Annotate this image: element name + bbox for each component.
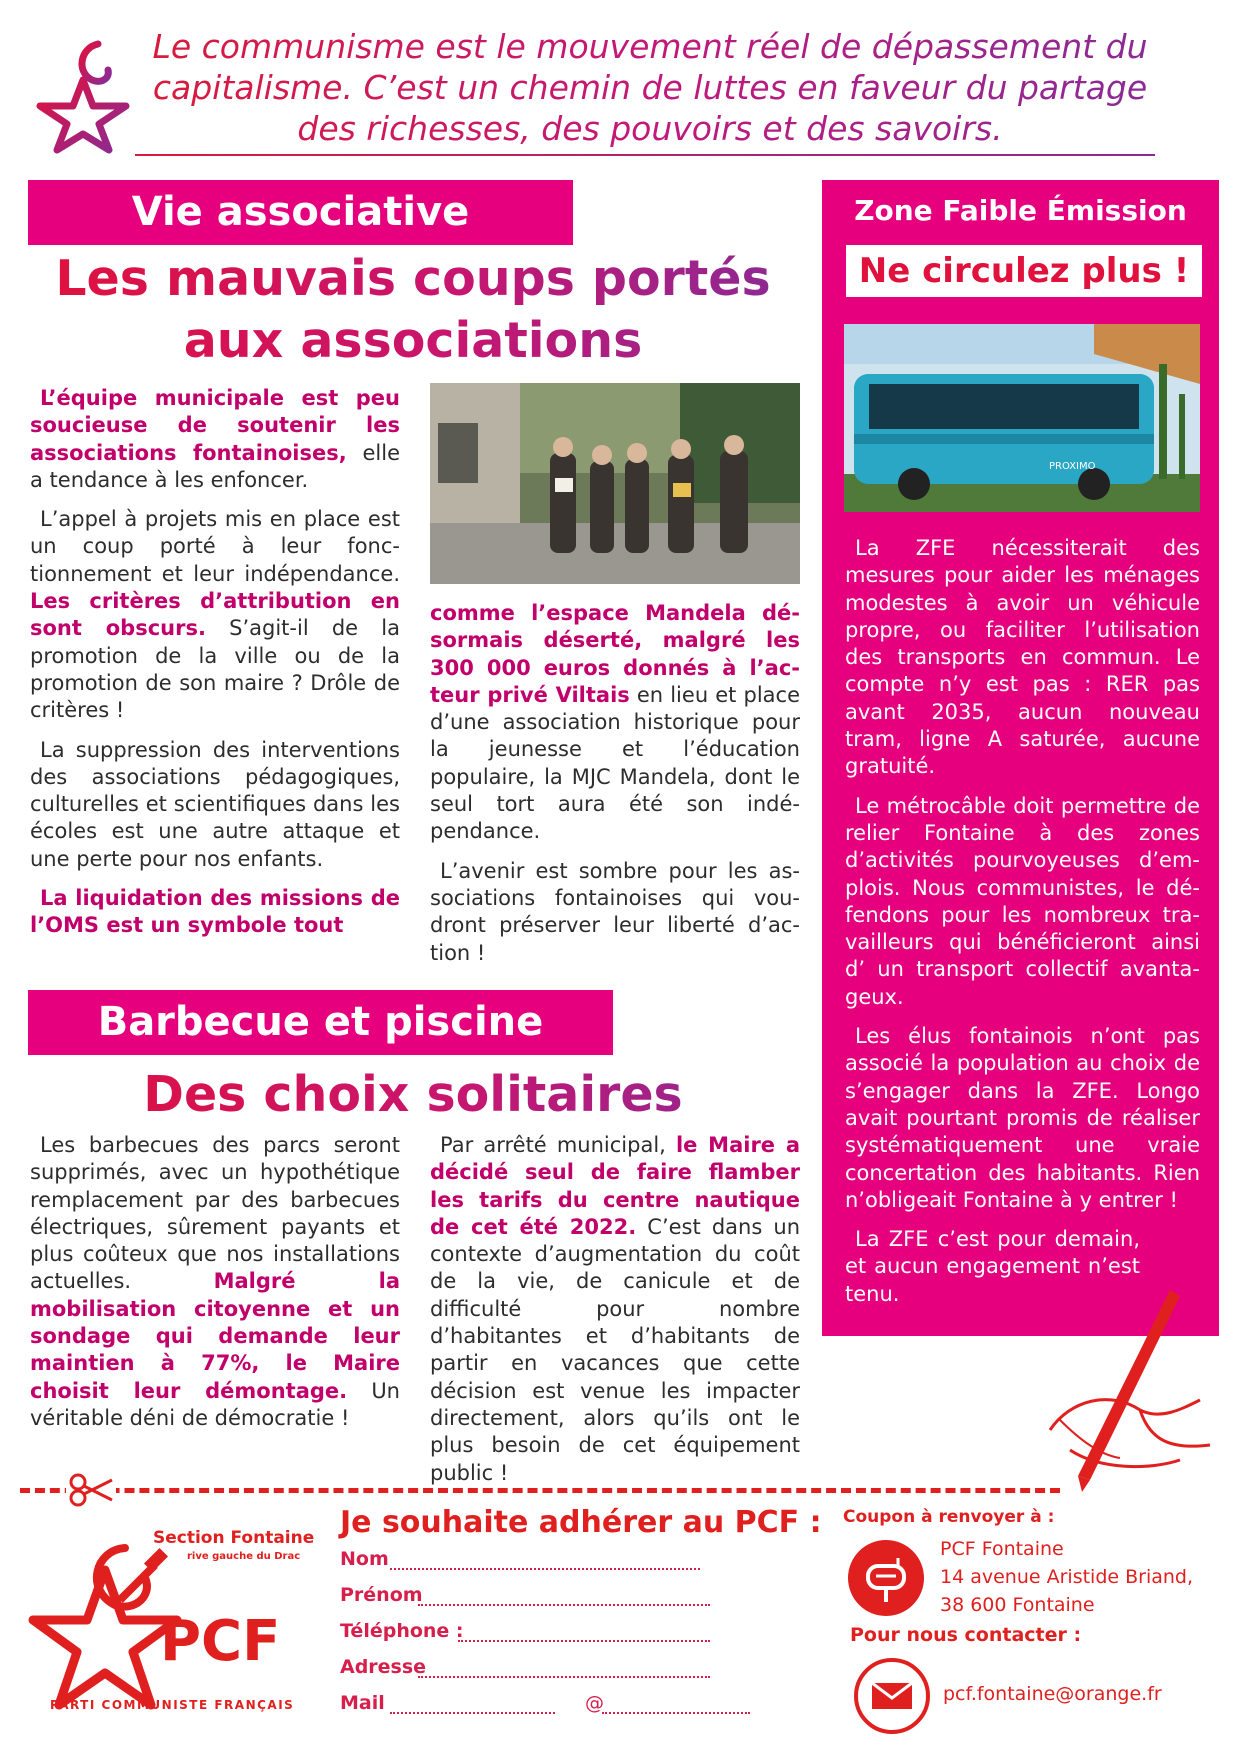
pcf-logo [25,1520,315,1730]
return-label: Coupon à renvoyer à : [843,1507,1055,1527]
address-line1: PCF Fontaine [940,1538,1064,1560]
logo-pcf: PCF [160,1609,281,1674]
section2-banner: Barbecue et piscine [28,990,613,1055]
field-telephone[interactable] [340,1620,710,1642]
coupon-cut-line [20,1488,1060,1493]
field-label: Téléphone : [340,1620,464,1642]
sidebar-paragraph: La ZFE nécessiterait des mesures pour aider les ménages modestes à avoir un véhicule propre, ou faciliter l’utilisation des transports en commun. Le compte n’y est pas : RER pas avant 2035, aucun nouveau tram, ligne A saturée, aucune gratuité. [845,536,1200,779]
mail-at-sign: @ [585,1692,604,1714]
section1-headline-line1: Les mauvais coups portés [28,248,798,310]
section2-right-column [430,1132,800,1499]
section1-right-column [430,600,800,979]
field-prenom[interactable] [340,1584,710,1606]
body-text: Par arrêté municipal, [440,1133,676,1157]
body-text: C’est dans un contexte d’augmentation du coût de la vie, de canicule et de difficulté pour nombre d’habitantes et d’habitants de partir en vacances que cette décision est venue les impacter directement, alors qu’ils ont le plus besoin de cet équipement public ! [430,1214,801,1485]
header-star-logo-icon [28,38,138,158]
envelope-icon [852,1656,932,1736]
highlight-text: comme l’espace Mandela désormais déserté, malgré les 300 000 euros donnés à l’acteur privé Viltais [430,601,800,707]
body-text: La suppression des interventions des associations pédagogiques, culturelles et scientifiques dans les écoles est une autre attaque et une perte pour nos enfants. [30,737,400,871]
body-text: Un véritable déni de démocratie ! [30,1378,400,1430]
header-quote: Le communisme est le mouvement réel de dépassement du capitalisme. C’est un chemin de luttes en faveur du partage des richesses, des pouvoirs et des savoirs. [150,26,1150,149]
body-text: L’avenir est sombre pour les associations fontainoises qui voudront préserver leur liberté d’action ! [430,858,800,965]
section2-headline: Des choix solitaires [28,1064,798,1126]
association-group-photo [430,383,800,584]
logo-full-name: PARTI COMMUNISTE FRANÇAIS [50,1698,295,1712]
address-line2: 14 avenue Aristide Briand, [940,1566,1194,1588]
bus-brand-text: PROXIMO [1049,461,1096,472]
field-label: Adresse [340,1656,427,1678]
sidebar-paragraph: Les élus fontainois n’ont pas associé la population au choix de s’engager dans la ZFE. Longo avait pourtant promis de réaliser systématiquement une vraie concertation des habitants. Rien n’obligeait Fontaine à y entrer ! [845,1024,1200,1212]
body-text: en lieu et place d’une association historique pour la jeunesse et l’éducation populaire, la MJC Mandela, dont le seul tort aura été son indépendance. [430,682,800,844]
bus-photo [844,324,1200,512]
field-label: Mail [340,1692,385,1714]
section1-left-column [30,385,400,952]
address-line3: 38 600 Fontaine [940,1594,1095,1616]
field-label: Nom [340,1548,389,1570]
logo-section-name: Section Fontaine [153,1528,315,1548]
logo-section-sub: rive gauche du Drac [187,1551,301,1562]
form-title: Je souhaite adhérer au PCF : [340,1505,822,1540]
field-adresse[interactable] [340,1656,710,1678]
highlight-text: Malgré la mobilisation citoyenne et un sondage qui demande leur maintien à 77%, le Maire choisit leur démontage. [30,1269,400,1403]
contact-email[interactable]: pcf.fontaine@orange.fr [943,1683,1162,1705]
contact-label: Pour nous contacter : [850,1624,1082,1646]
body-text: L’appel à projets mis en place est un coup porté à leur fonctionnement et leur indépendance. [30,507,400,586]
highlight-text: Les critères d’attribution en sont obscurs. [30,589,400,641]
sidebar-title: Zone Faible Émission [854,194,1187,227]
sidebar-paragraph: La ZFE c’est pour demain, et aucun engagement n’est tenu. [845,1227,1140,1306]
highlight-text: L’équipe municipale est peu soucieuse de soutenir les associations fontainoises, [30,386,400,465]
field-nom[interactable] [340,1548,710,1570]
body-text: S’agit-il de la promotion de la ville ou de la promotion de son maire ? Drôle de critères ! [30,616,400,723]
header-divider [135,154,1155,156]
highlight-text: le Maire a décidé seul de faire flamber les tarifs du centre nautique de cet été 2022. [430,1133,800,1239]
section2-left-column [30,1132,400,1444]
hand-pen-icon [1030,1280,1230,1500]
sidebar-text [845,535,1200,1320]
body-text: elle a tendance à les enfoncer. [30,440,400,492]
field-label: Prénom [340,1584,423,1606]
section1-headline-line2: aux associations [28,310,798,372]
field-mail[interactable] [340,1692,750,1714]
sidebar-paragraph: Le métrocâble doit permettre de relier Fontaine à des zones d’activités pourvoyeuses d’emplois. Nous communistes, le défendons pour les nombreux travailleurs qui bénéficieront ainsi d’ un transport collectif avantageux. [845,793,1200,1009]
highlight-text: La liquidation des missions de l’OMS est un symbole tout [30,886,400,938]
body-text: Les barbecues des parcs seront supprimés, avec un hypothétique remplacement par des barbecues électriques, sûrement payants et plus coûteux que nos installations actuelles. [30,1133,400,1294]
scissors-icon [66,1472,116,1508]
section1-banner: Vie associative [28,180,573,245]
sidebar-subtitle: Ne circulez plus ! [846,245,1202,297]
mailbox-icon [846,1538,926,1618]
